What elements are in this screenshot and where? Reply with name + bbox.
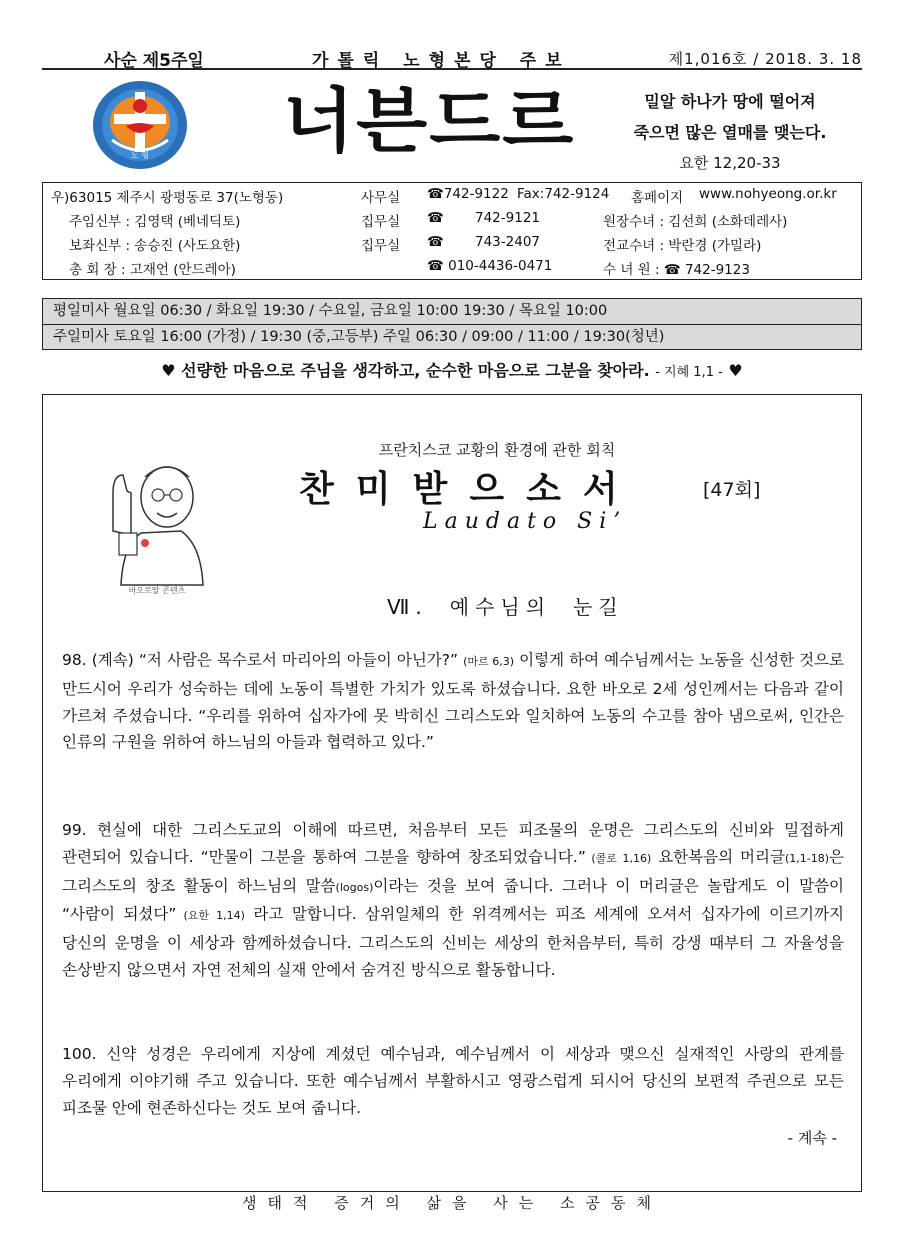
- motto-reference: 요한 12,20-33: [679, 154, 781, 172]
- article-box: [42, 394, 862, 1192]
- convent-phone: 수 녀 원 : ☎ 742-9123: [603, 262, 750, 278]
- fax: Fax:742-9124: [517, 186, 610, 202]
- office-phone: ☎742-9122: [427, 186, 509, 202]
- motto: [600, 86, 860, 179]
- chapter-heading: [387, 591, 624, 620]
- president-phone: ☎ 010-4436-0471: [427, 258, 553, 274]
- motto-line-1: 밀알 하나가 땅에 떨어져: [644, 92, 816, 111]
- info-row: [43, 186, 861, 210]
- assistant-phone: 743-2407: [475, 234, 540, 250]
- chapter-title-a: 예수님의: [449, 595, 552, 619]
- address: 우)63015 제주시 광평동로 37(노형동): [51, 190, 284, 206]
- phone-icon: ☎: [427, 234, 444, 250]
- assistant-priest: 보좌신부 : 송승진 (사도요한): [69, 238, 241, 254]
- study-label: 집무실: [361, 238, 401, 254]
- phone-icon: ☎: [427, 210, 444, 226]
- footer-slogan: 생태적 증거의 삶을 사는 소공동체: [242, 1194, 662, 1212]
- homepage-label: 홈페이지: [631, 190, 684, 206]
- sunday-mass: 주일미사 토요일 16:00 (가정) / 19:30 (중,고등부) 주일 06:30 / 09:00 / 11:00 / 19:30(청년): [43, 324, 861, 349]
- pastor-phone: 742-9121: [475, 210, 540, 226]
- quote-reference: - 지혜 1,1 -: [655, 365, 723, 380]
- mass-schedule: [42, 298, 862, 350]
- info-row: [43, 234, 861, 258]
- continued-note: - 계속 -: [787, 1129, 837, 1147]
- top-header-line: [42, 44, 862, 70]
- office-label: 사무실: [361, 190, 401, 206]
- article-episode: [47회]: [703, 479, 761, 501]
- superior-sister: 원장수녀 : 김선희 (소화데레사): [603, 214, 788, 230]
- liturgical-day: 사순 제5주일: [104, 51, 204, 71]
- study-label: 집무실: [361, 214, 401, 230]
- mission-sister: 전교수녀 : 박란경 (가밀라): [603, 238, 762, 254]
- chapter-title-b: 눈길: [573, 595, 624, 619]
- info-row: [43, 258, 861, 282]
- logo-text: 노 형: [131, 151, 149, 160]
- article-latin-title: Laudato Si’: [423, 509, 628, 534]
- parish-info-box: [42, 182, 862, 280]
- paragraph-99: 99. 현실에 대한 그리스도교의 이해에 따르면, 처음부터 모든 피조물의 운명은 그리스도의 신비와 밀접하게 관련되어 있습니다. “만물이 그분을 통하여 그분을 향하여 창조되었습니다.” (콜로 1,16) 요한복음의 머리글(1,1-18)은 그리스도의 창조 활동이 하느님의 말씀(logos)이라는 것을 보여 줍니다. 그러나 이 머리글은 놀랍게도 이 말씀이 “사람이 되셨다” (요한 1,14) 라고 말합니다. 삼위일체의 한 위격께서는 피조 세계에 오셔서 십자가에 이르기까지 당신의 운명을 이 세상과 함께하셨습니다. 그리스도의 신비는 세상의 한처음부터, 특히 강생 때부터 그 자율성을 손상받지 않으면서 자연 전체의 실재 안에서 숨겨진 방식으로 활동합니다.: [62, 821, 845, 979]
- bulletin-name: 가톨릭 노형본당 주보: [312, 51, 571, 71]
- article-title: 찬미받으소서: [299, 469, 640, 510]
- motto-line-2: 죽으면 많은 열매를 맺는다.: [633, 123, 827, 142]
- parish-logo: [92, 80, 188, 170]
- weekday-mass: 평일미사 월요일 06:30 / 화요일 19:30 / 수요일, 금요일 10:00 19:30 / 목요일 10:00: [53, 303, 608, 319]
- scripture-quote: [42, 358, 862, 381]
- paragraph-100: 100. 신약 성경은 우리에게 지상에 계셨던 예수님과, 예수님께서 이 세상과 맺으신 실재적인 사랑의 관계를 우리에게 이야기해 주고 있습니다. 또한 예수님께서 부활하시고 영광스럽게 되시어 당신의 보편적 주권으로 모든 피조물 안에 현존하신다는 것도 보여 줍니다.: [62, 1045, 844, 1117]
- homepage-url[interactable]: www.nohyeong.or.kr: [699, 186, 837, 202]
- info-row: [43, 210, 861, 234]
- issue-number-date: 제1,016호 / 2018. 3. 18: [668, 50, 862, 68]
- pastor: 주임신부 : 김영택 (베네딕토): [69, 214, 241, 230]
- article-subtitle: 프란치스코 교황의 환경에 관한 회칙: [378, 441, 616, 459]
- chapter-number: Ⅶ.: [387, 595, 428, 619]
- masthead-title: 너븐드르: [283, 80, 576, 162]
- council-president: 총 회 장 : 고재언 (안드레아): [69, 262, 236, 278]
- heart-icon: ♥: [728, 361, 743, 380]
- pope-caption: 바오로딸 콘텐츠: [128, 586, 186, 595]
- quote-text: ♥ 선량한 마음으로 주님을 생각하고, 순수한 마음으로 그분을 찾아라.: [161, 361, 650, 380]
- paragraph-98: 98. (계속) “저 사람은 목수로서 마리아의 아들이 아닌가?” (마르 6,3) 이렇게 하여 예수님께서는 노동을 신성한 것으로 만드시어 우리가 성숙하는 데에 노동이 특별한 가치가 있도록 하셨습니다. 요한 바오로 2세 성인께서는 다음과 같이 가르쳐 주셨습니다. “우리를 위하여 십자가에 못 박히신 그리스도와 일치하여 노동의 수고를 참아 냄으로써, 인간은 인류의 구원을 위하여 하느님의 아들과 협력하고 있다.”: [62, 651, 845, 752]
